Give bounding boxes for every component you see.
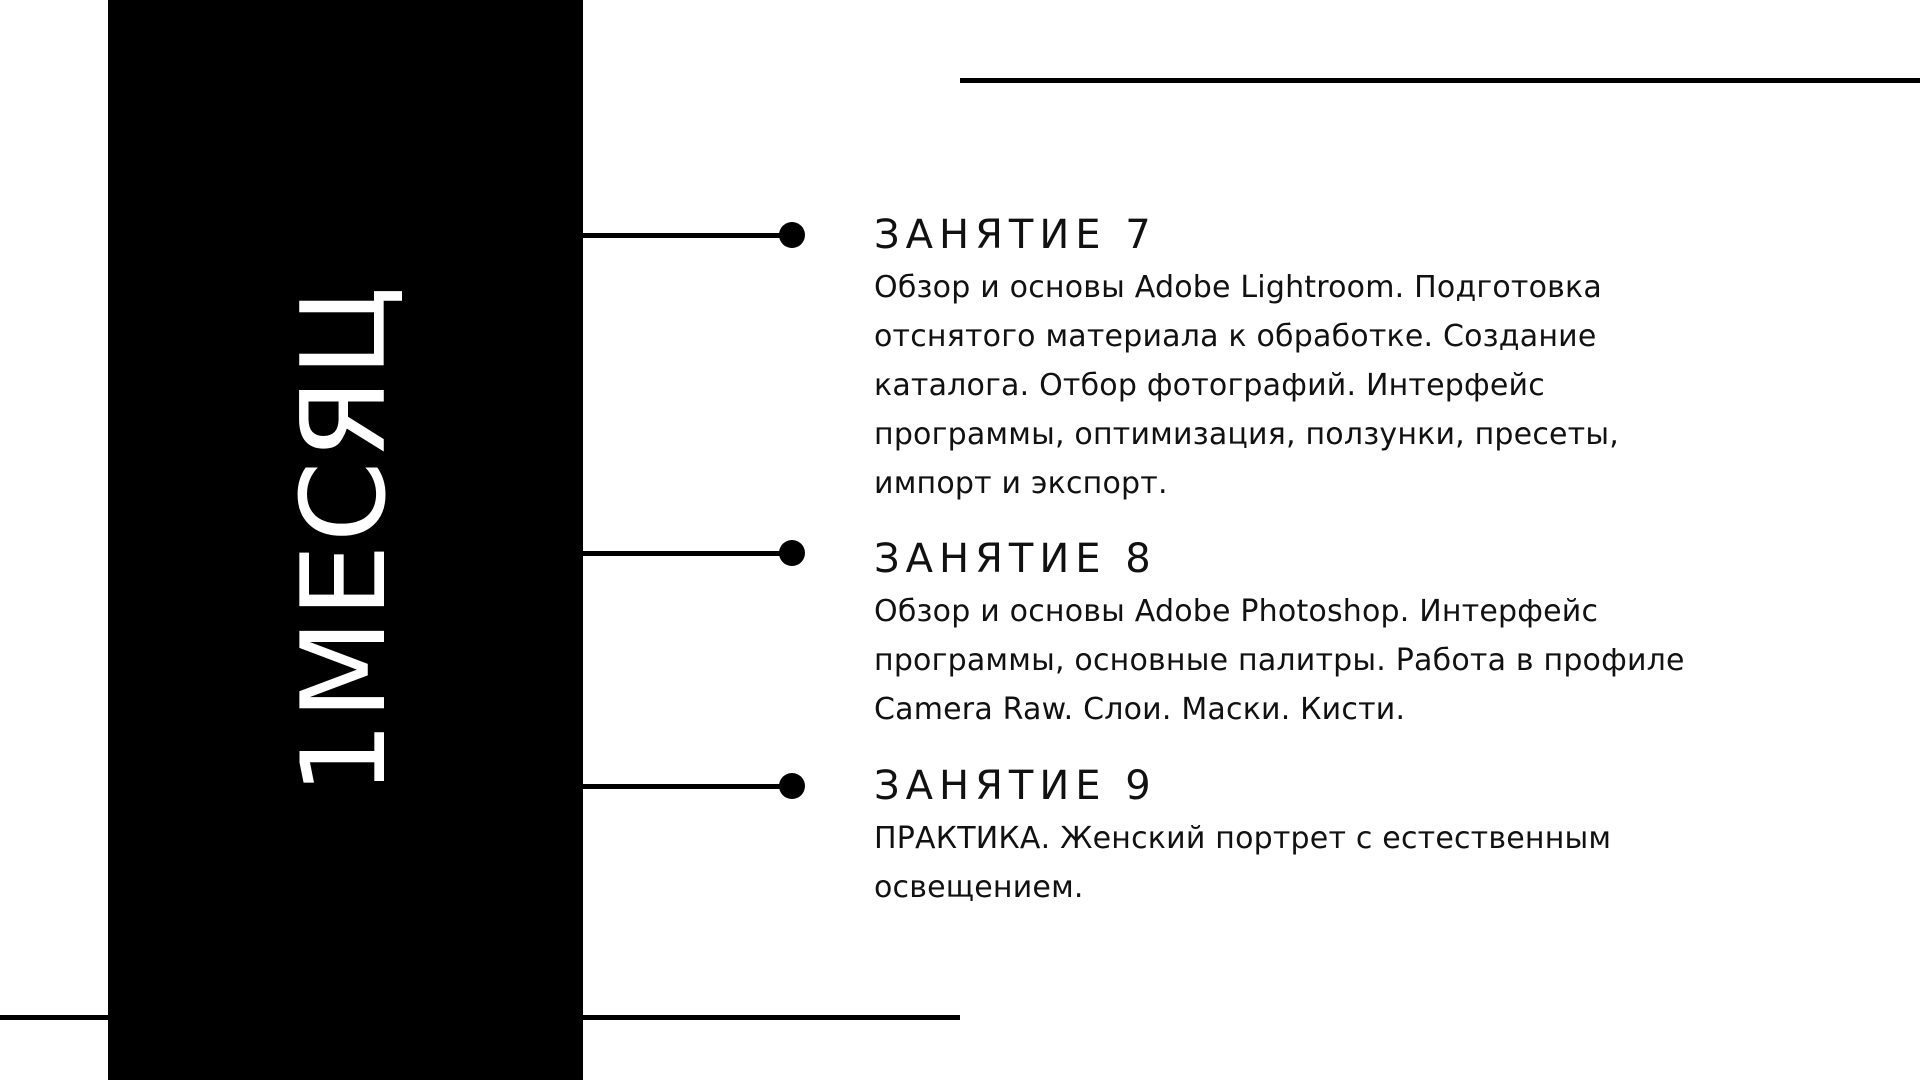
lesson-7-description: Обзор и основы Adobe Lightroom. Подготовка отснятого материала к обработке. Создание каталога. Отбор фотографий. Интерфейс программы, оптимизация, ползунки, пресеты, импорт и экспорт. [874, 270, 1619, 501]
lesson-7 [874, 207, 1694, 508]
lesson-8-title: ЗАНЯТИЕ 8 [874, 536, 1157, 582]
timeline-dot-lesson-7 [779, 222, 805, 248]
lesson-9 [874, 758, 1694, 912]
lesson-7-title: ЗАНЯТИЕ 7 [874, 212, 1157, 258]
timeline-connector-lesson-9 [583, 784, 788, 789]
lesson-9-title: ЗАНЯТИЕ 9 [874, 763, 1157, 809]
timeline-dot-lesson-8 [779, 540, 805, 566]
bottom-divider-left [0, 1015, 108, 1020]
lesson-8-description: Обзор и основы Adobe Photoshop. Интерфейс программы, основные палитры. Работа в профиле Camera Raw. Слои. Маски. Кисти. [874, 594, 1685, 727]
timeline-connector-lesson-8 [583, 551, 788, 556]
timeline-dot-lesson-9 [779, 773, 805, 799]
month-title: 1МЕСЯЦ [277, 284, 412, 796]
timeline-connector-lesson-7 [583, 233, 788, 238]
bottom-divider-middle [583, 1015, 960, 1020]
top-divider [960, 78, 1920, 83]
lesson-8 [874, 531, 1694, 734]
lesson-9-description: ПРАКТИКА. Женский портрет с естественным освещением. [874, 821, 1612, 905]
